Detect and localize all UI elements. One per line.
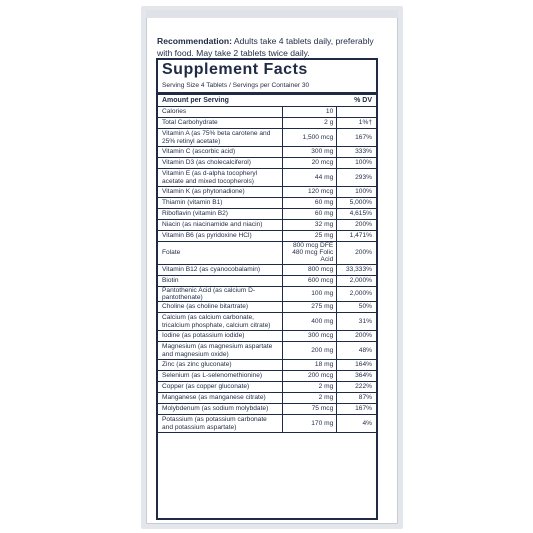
nutrient-dv: 87% — [337, 393, 376, 404]
nutrient-dv: 4% — [337, 415, 376, 433]
nutrient-dv: 48% — [337, 342, 376, 360]
nutrient-name: Total Carbohydrate — [158, 118, 282, 129]
nutrient-dv: 31% — [337, 313, 376, 331]
nutrient-amount: 200 mcg — [282, 371, 337, 382]
nutrient-amount: 300 mcg — [282, 331, 337, 342]
nutrient-amount: 800 mcg — [282, 264, 337, 275]
nutrient-amount: 44 mg — [282, 169, 337, 187]
nutrient-name: Choline (as choline bitartrate) — [158, 302, 282, 313]
nutrient-amount: 600 mcg — [282, 275, 337, 286]
facts-row — [158, 331, 376, 342]
recommendation-text — [157, 36, 385, 59]
nutrient-name: Vitamin D3 (as cholecalciferol) — [158, 158, 282, 169]
nutrient-name: Calcium (as calcium carbonate, tricalcium phosphate, calcium citrate) — [158, 313, 282, 331]
facts-row — [158, 129, 376, 147]
nutrient-dv: 4,615% — [337, 209, 376, 220]
nutrient-dv: 200% — [337, 242, 376, 265]
facts-row — [158, 242, 376, 265]
nutrient-name: Zinc (as zinc gluconate) — [158, 360, 282, 371]
facts-row — [158, 275, 376, 286]
nutrient-name: Pantothenic Acid (as calcium D-pantothenate) — [158, 286, 282, 301]
nutrient-amount: 200 mg — [282, 342, 337, 360]
nutrient-dv: 333% — [337, 147, 376, 158]
nutrient-dv: 2,000% — [337, 286, 376, 301]
nutrient-amount: 32 mg — [282, 220, 337, 231]
facts-row — [158, 393, 376, 404]
nutrient-amount: 400 mg — [282, 313, 337, 331]
facts-row — [158, 147, 376, 158]
nutrient-amount: 800 mcg DFE 480 mcg Folic Acid — [282, 242, 337, 265]
nutrient-name: Thiamin (vitamin B1) — [158, 198, 282, 209]
nutrient-amount: 2 mg — [282, 393, 337, 404]
nutrient-dv: 2,000% — [337, 275, 376, 286]
facts-row — [158, 158, 376, 169]
facts-row — [158, 198, 376, 209]
nutrient-dv: 222% — [337, 382, 376, 393]
recommendation-body: Adults take 4 tablets daily, preferably with food. May take 2 tablets twice daily. — [157, 36, 374, 58]
facts-row — [158, 371, 376, 382]
nutrient-amount: 60 mg — [282, 209, 337, 220]
nutrient-amount: 100 mg — [282, 286, 337, 301]
facts-row — [158, 415, 376, 433]
facts-row — [158, 404, 376, 415]
dv-header: % DV — [354, 97, 372, 104]
nutrient-dv: 1%† — [337, 118, 376, 129]
nutrient-name: Potassium (as potassium carbonate and potassium aspartate) — [158, 415, 282, 433]
nutrient-dv: 200% — [337, 331, 376, 342]
nutrient-amount: 60 mg — [282, 198, 337, 209]
nutrient-name: Vitamin B6 (as pyridoxine HCl) — [158, 231, 282, 242]
nutrient-dv: 50% — [337, 302, 376, 313]
nutrient-dv: 1,471% — [337, 231, 376, 242]
nutrient-dv: 164% — [337, 360, 376, 371]
facts-row — [158, 313, 376, 331]
amount-per-serving-header: Amount per Serving — [162, 97, 229, 104]
nutrient-amount: 18 mg — [282, 360, 337, 371]
nutrient-name: Manganese (as manganese citrate) — [158, 393, 282, 404]
nutrient-amount: 75 mcg — [282, 404, 337, 415]
nutrient-name: Copper (as copper gluconate) — [158, 382, 282, 393]
facts-row — [158, 302, 376, 313]
facts-row — [158, 118, 376, 129]
nutrient-dv: 167% — [337, 404, 376, 415]
supplement-facts-title: Supplement Facts — [162, 61, 308, 78]
nutrient-dv: 33,333% — [337, 264, 376, 275]
nutrient-name: Calories — [158, 107, 282, 118]
nutrient-amount: 20 mcg — [282, 158, 337, 169]
facts-row — [158, 209, 376, 220]
nutrient-name: Selenium (as L-selenomethionine) — [158, 371, 282, 382]
facts-row — [158, 382, 376, 393]
facts-row — [158, 342, 376, 360]
nutrient-dv: 293% — [337, 169, 376, 187]
facts-row — [158, 169, 376, 187]
nutrient-dv — [337, 107, 376, 118]
facts-table — [158, 107, 376, 433]
facts-row — [158, 360, 376, 371]
package-top-edge — [146, 10, 398, 18]
nutrient-name: Vitamin E (as d-alpha tocopheryl acetate and mixed tocopherols) — [158, 169, 282, 187]
nutrient-dv: 167% — [337, 129, 376, 147]
facts-header — [158, 95, 376, 107]
facts-row — [158, 220, 376, 231]
nutrient-name: Molybdenum (as sodium molybdate) — [158, 404, 282, 415]
nutrient-name: Magnesium (as magnesium aspartate and magnesium oxide) — [158, 342, 282, 360]
nutrient-name: Iodine (as potassium iodide) — [158, 331, 282, 342]
recommendation-label: Recommendation: — [157, 36, 232, 46]
nutrient-amount: 300 mg — [282, 147, 337, 158]
nutrient-amount: 25 mg — [282, 231, 337, 242]
nutrient-dv: 5,000% — [337, 198, 376, 209]
nutrient-amount: 2 g — [282, 118, 337, 129]
nutrient-amount: 10 — [282, 107, 337, 118]
nutrient-dv: 364% — [337, 371, 376, 382]
nutrient-name: Vitamin C (ascorbic acid) — [158, 147, 282, 158]
serving-info: Serving Size 4 Tablets / Servings per Container 30 — [158, 79, 376, 95]
nutrient-amount: 275 mg — [282, 302, 337, 313]
nutrient-name: Vitamin A (as 75% beta carotene and 25% retinyl acetate) — [158, 129, 282, 147]
nutrient-amount: 1,500 mcg — [282, 129, 337, 147]
facts-table-body — [158, 107, 376, 433]
nutrient-dv: 100% — [337, 187, 376, 198]
facts-row — [158, 231, 376, 242]
nutrient-name: Folate — [158, 242, 282, 265]
facts-row — [158, 107, 376, 118]
nutrient-dv: 100% — [337, 158, 376, 169]
facts-row — [158, 286, 376, 301]
nutrient-amount: 120 mcg — [282, 187, 337, 198]
nutrient-name: Vitamin K (as phytonadione) — [158, 187, 282, 198]
nutrient-amount: 2 mg — [282, 382, 337, 393]
nutrient-dv: 200% — [337, 220, 376, 231]
facts-row — [158, 264, 376, 275]
supplement-facts-panel — [156, 58, 378, 520]
nutrient-amount: 170 mg — [282, 415, 337, 433]
nutrient-name: Biotin — [158, 275, 282, 286]
nutrient-name: Niacin (as niacinamide and niacin) — [158, 220, 282, 231]
nutrient-name: Vitamin B12 (as cyanocobalamin) — [158, 264, 282, 275]
nutrient-name: Riboflavin (vitamin B2) — [158, 209, 282, 220]
facts-row — [158, 187, 376, 198]
